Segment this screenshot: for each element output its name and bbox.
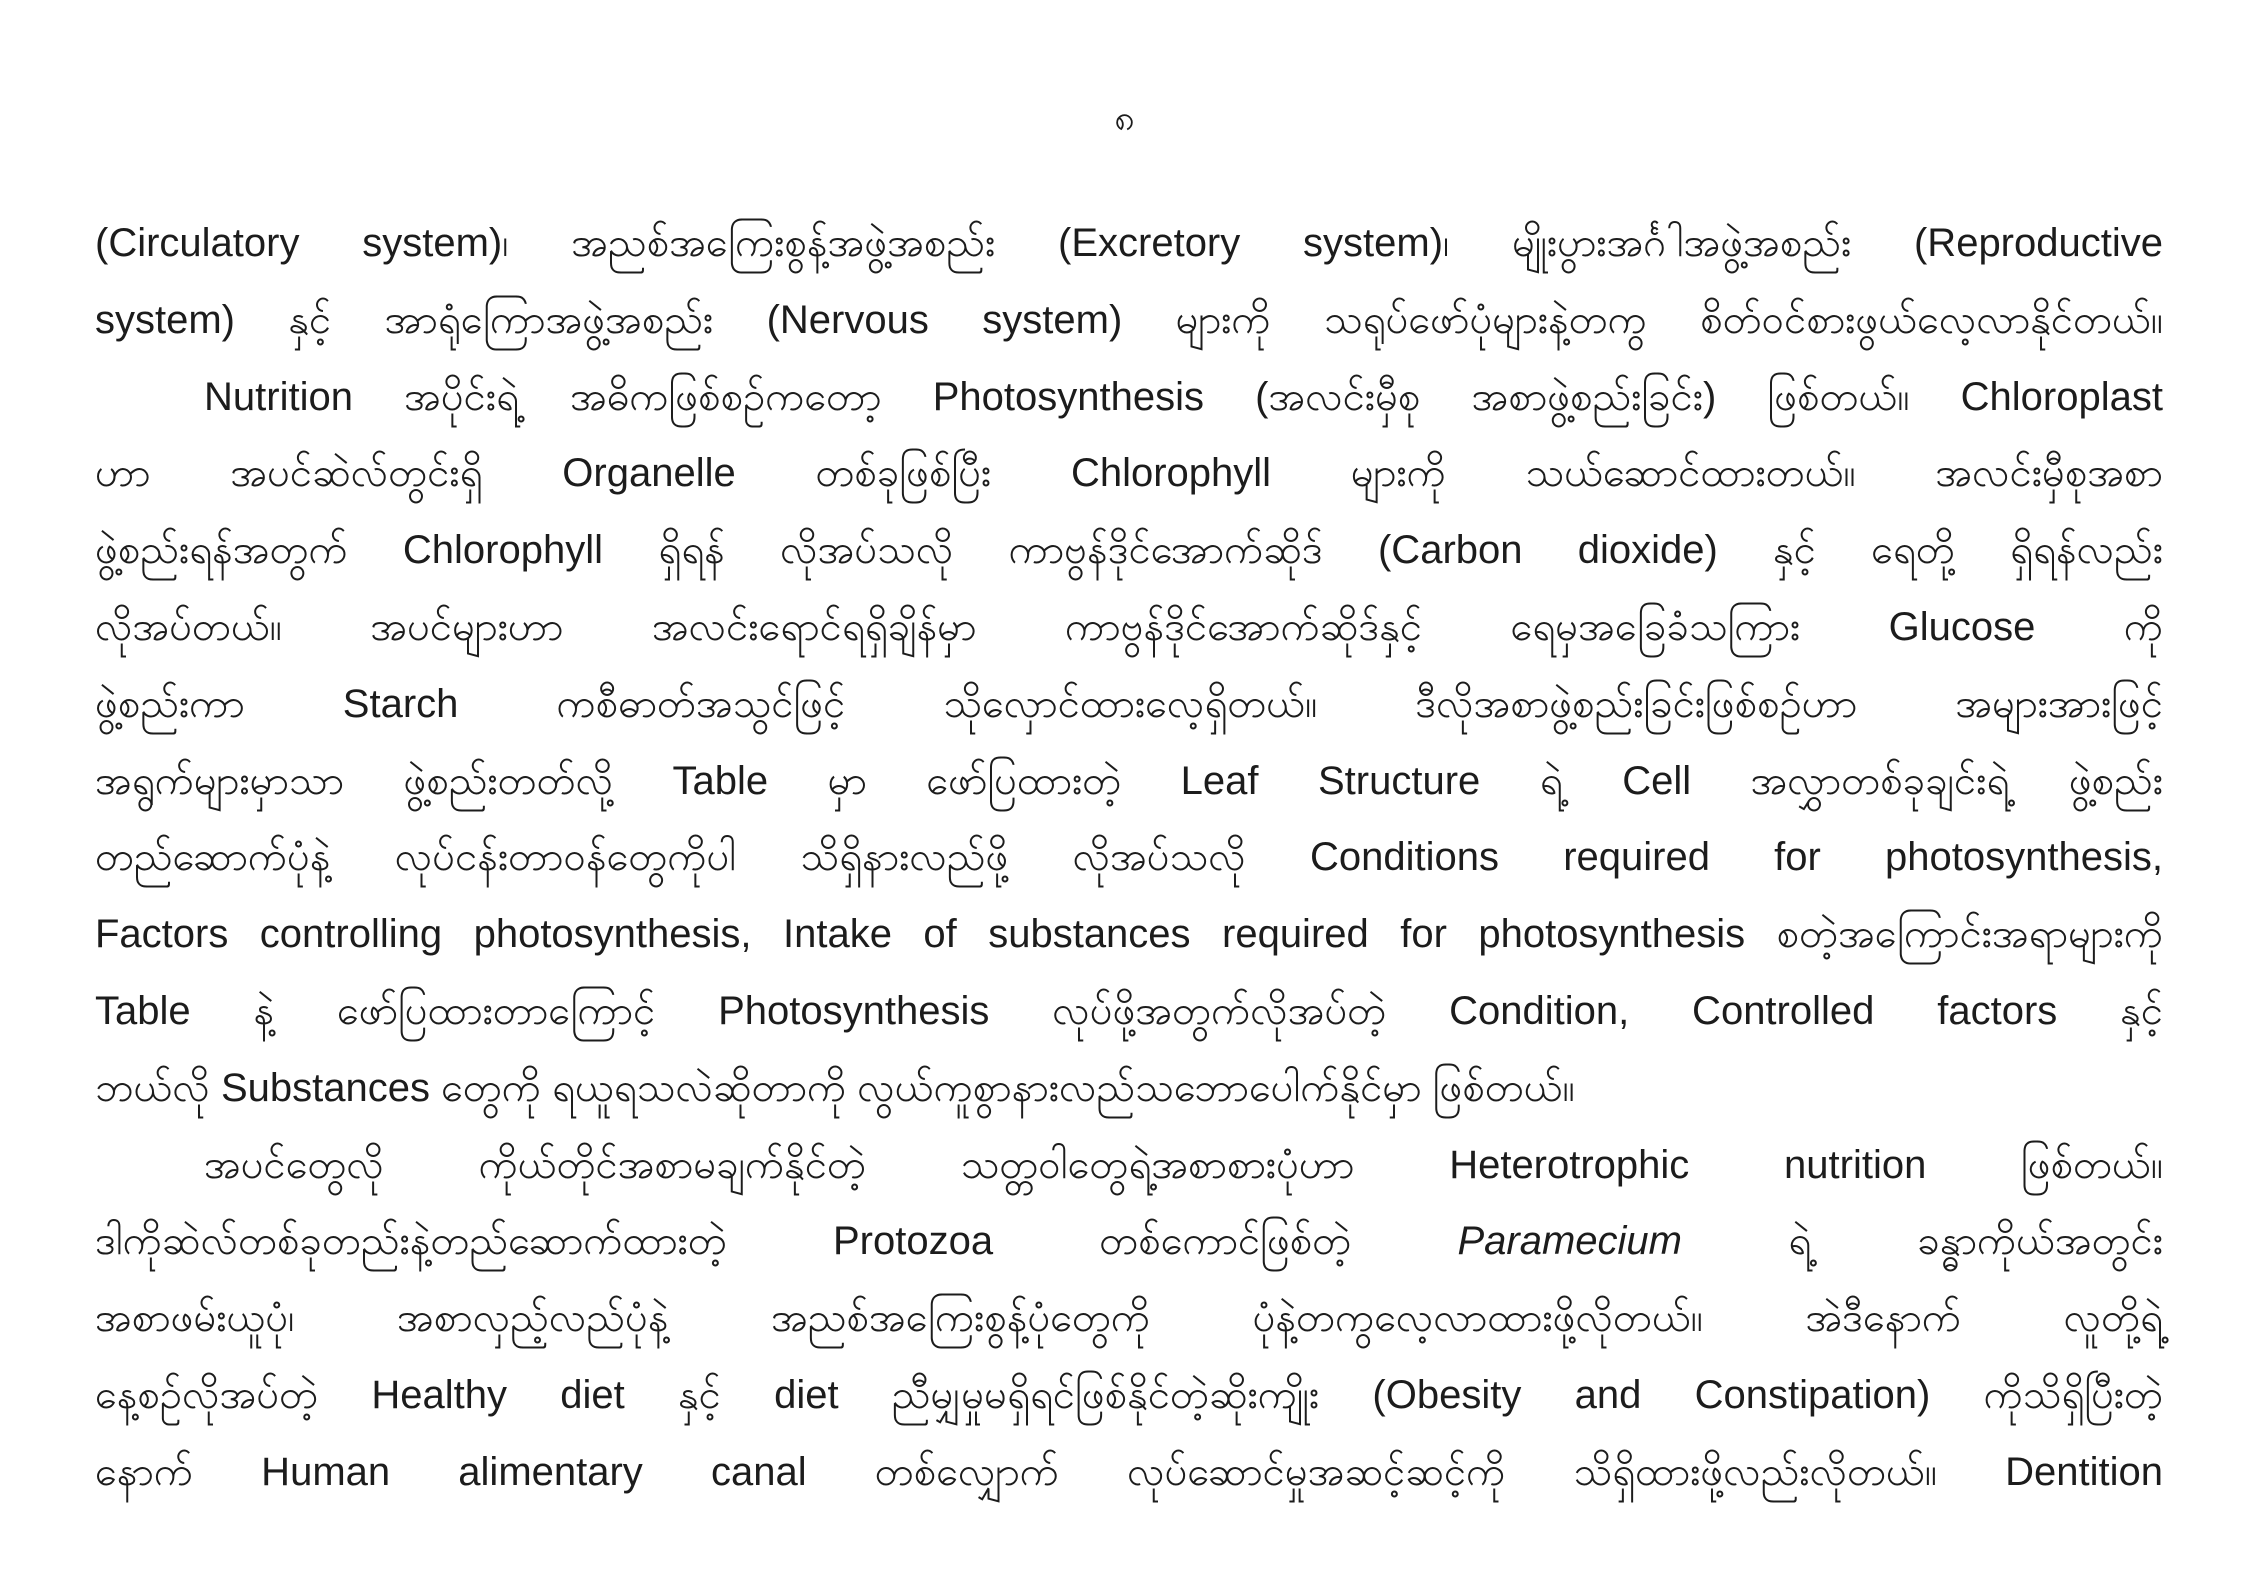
text-line: system) နှင့် အာရုံကြောအဖွဲ့အစည်း (Nervous system) များကို သရုပ်ဖော်ပုံများနဲ့တကွ စိတ်ဝင်စားဖွယ်လေ့လာနိုင်တယ်။ (95, 297, 2163, 342)
text-line: လိုအပ်တယ်။ အပင်များဟာ အလင်းရောင်ရရှိချိန်မှာ ကာဗွန်ဒိုင်အောက်ဆိုဒ်နှင့် ရေမှအခြေခံသကြား Glucose ကို (95, 604, 2163, 649)
text-line (95, 1203, 2163, 1280)
species-name: Paramecium (1457, 1219, 1682, 1264)
page-number: ၈ (1114, 97, 1135, 138)
text-line: ဘယ်လို Substances တွေကို ရယူရသလဲဆိုတာကို လွယ်ကူစွာနားလည်သဘောပေါက်နိုင်မှာ ဖြစ်တယ်။ (95, 1065, 1575, 1110)
text-line: နောက် Human alimentary canal တစ်လျှောက် လုပ်ဆောင်မှုအဆင့်ဆင့်ကို သိရှိထားဖို့လည်းလိုတယ်။ Dentition (95, 1449, 2163, 1494)
text-line: အစာဖမ်းယူပုံ၊ အစာလှည့်လည်ပုံနဲ့ အညစ်အကြေးစွန့်ပုံတွေကို ပုံနဲ့တကွလေ့လာထားဖို့လိုတယ်။ အဲဒီနောက် လူတို့ရဲ့ (95, 1296, 2163, 1341)
paragraph (95, 205, 2163, 359)
text-line: တည်ဆောက်ပုံနဲ့ လုပ်ငန်းတာဝန်တွေကိုပါ သိရှိနားလည်ဖို့ လိုအပ်သလို Conditions required for photosynthesis, (95, 835, 2163, 880)
text-line: Factors controlling photosynthesis, Intake of substances required for photosynthesis စတဲ့အကြောင်းအရာများကို (95, 912, 2163, 957)
text-line: ဖွဲ့စည်းကာ Starch ကစီဓာတ်အသွင်ဖြင့် သိုလှောင်ထားလေ့ရှိတယ်။ ဒီလိုအစာဖွဲ့စည်းခြင်းဖြစ်စဉ်ဟာ အများအားဖြင့် (95, 681, 2163, 726)
body-text (95, 205, 2163, 1511)
text-line: ဖွဲ့စည်းရန်အတွက် Chlorophyll ရှိရန် လိုအပ်သလို ကာဗွန်ဒိုင်အောက်ဆိုဒ် (Carbon dioxide) နှင့် ရေတို့ ရှိရန်လည်း (95, 528, 2163, 573)
paragraph (95, 1127, 2163, 1511)
text-line: Nutrition အပိုင်းရဲ့ အဓိကဖြစ်စဉ်ကတော့ Photosynthesis (အလင်းမှီစု အစာဖွဲ့စည်းခြင်း) ဖြစ်တယ်။ Chloroplast (204, 374, 2163, 419)
text-line: (Circulatory system)၊ အညစ်အကြေးစွန့်အဖွဲ့အစည်း (Excretory system)၊ မျိုးပွားအင်္ဂါအဖွဲ့အစည်း (Reproductive (95, 221, 2163, 265)
text-line: Table နဲ့ ဖော်ပြထားတာကြောင့် Photosynthesis လုပ်ဖို့အတွက်လိုအပ်တဲ့ Condition, Controlled factors နှင့် (95, 988, 2163, 1033)
text-line: နေ့စဉ်လိုအပ်တဲ့ Healthy diet နှင့် diet ညီမျှမှုမရှိရင်ဖြစ်နိုင်တဲ့ဆိုးကျိုး (Obesity and Constipation) ကိုသိရှိပြီးတဲ့ (95, 1372, 2163, 1417)
text-line: အရွက်များမှာသာ ဖွဲ့စည်းတတ်လို့ Table မှာ ဖော်ပြထားတဲ့ Leaf Structure ရဲ့ Cell အလွှာတစ်ခုချင်းရဲ့ ဖွဲ့စည်း (95, 758, 2163, 803)
text-line: အပင်တွေလို ကိုယ်တိုင်အစာမချက်နိုင်တဲ့ သတ္တဝါတွေရဲ့အစာစားပုံဟာ Heterotrophic nutrition ဖြစ်တယ်။ (204, 1142, 2163, 1187)
text-run: ဒါကိုဆဲလ်တစ်ခုတည်းနဲ့တည်ဆောက်ထားတဲ့ Protozoa တစ်ကောင်ဖြစ်တဲ့ (95, 1219, 1458, 1264)
text-line: ဟာ အပင်ဆဲလ်တွင်းရှိ Organelle တစ်ခုဖြစ်ပြီး Chlorophyll များကို သယ်ဆောင်ထားတယ်။ အလင်းမှီစုအစာ (95, 451, 2163, 496)
text-run: ရဲ့ ခန္ဓာကိုယ်အတွင်း (1682, 1219, 2163, 1264)
paragraph (95, 359, 2163, 1127)
